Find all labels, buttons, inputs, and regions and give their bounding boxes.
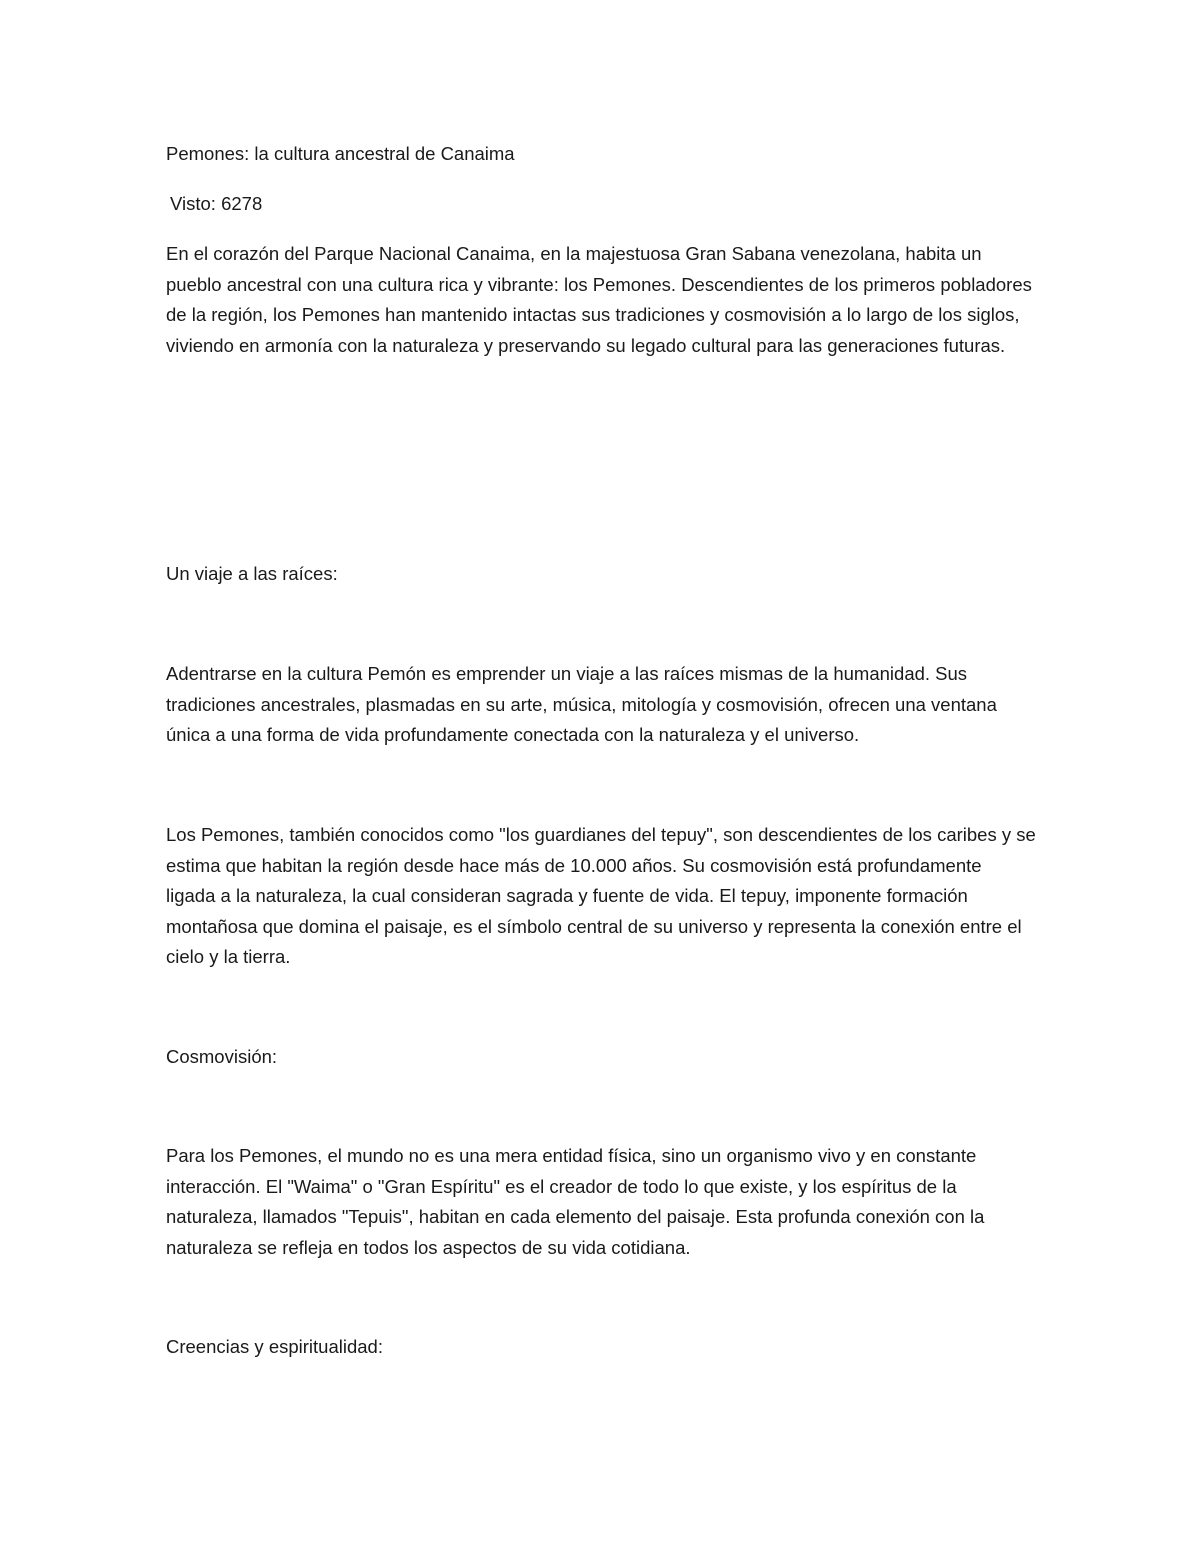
document-title: Pemones: la cultura ancestral de Canaima [166, 143, 515, 164]
view-count: Visto: 6278 [170, 193, 263, 214]
roots-paragraph: Adentrarse en la cultura Pemón es emprender un viaje a las raíces mismas de la humanidad. Sus tradiciones ancestrales, plasmadas en su arte, música, mitología y cosmovisión, ofrecen una ventana única a una forma de vida profundamente conectada con la naturaleza y el universo. [166, 663, 997, 745]
guardians-paragraph: Los Pemones, también conocidos como "los guardianes del tepuy", son descendientes de los caribes y se estima que habitan la región desde hace más de 10.000 años. Su cosmovisión está profundamente ligada a la naturaleza, la cual consideran sagrada y fuente de vida. El tepuy, imponente formación montañosa que domina el paisaje, es el símbolo central de su universo y representa la conexión entre el cielo y la tierra. [166, 824, 1036, 967]
intro-paragraph: En el corazón del Parque Nacional Canaima, en la majestuosa Gran Sabana venezolana, habita un pueblo ancestral con una cultura rica y vibrante: los Pemones. Descendientes de los primeros pobladores de la región, los Pemones han mantenido intactas sus tradiciones y cosmovisión a lo largo de los siglos, viviendo en armonía con la naturaleza y preservando su legado cultural para las generaciones futuras. [166, 243, 1032, 356]
section-heading-cosmovision: Cosmovisión: [166, 1046, 278, 1067]
section-heading-roots: Un viaje a las raíces: [166, 563, 338, 584]
cosmovision-paragraph: Para los Pemones, el mundo no es una mera entidad física, sino un organismo vivo y en constante interacción. El "Waima" o "Gran Espíritu" es el creador de todo lo que existe, y los espíritus de la naturaleza, llamados "Tepuis", habitan en cada elemento del paisaje. Esta profunda conexión con la naturaleza se refleja en todos los aspectos de su vida cotidiana. [166, 1145, 985, 1258]
section-heading-beliefs: Creencias y espiritualidad: [166, 1336, 383, 1357]
